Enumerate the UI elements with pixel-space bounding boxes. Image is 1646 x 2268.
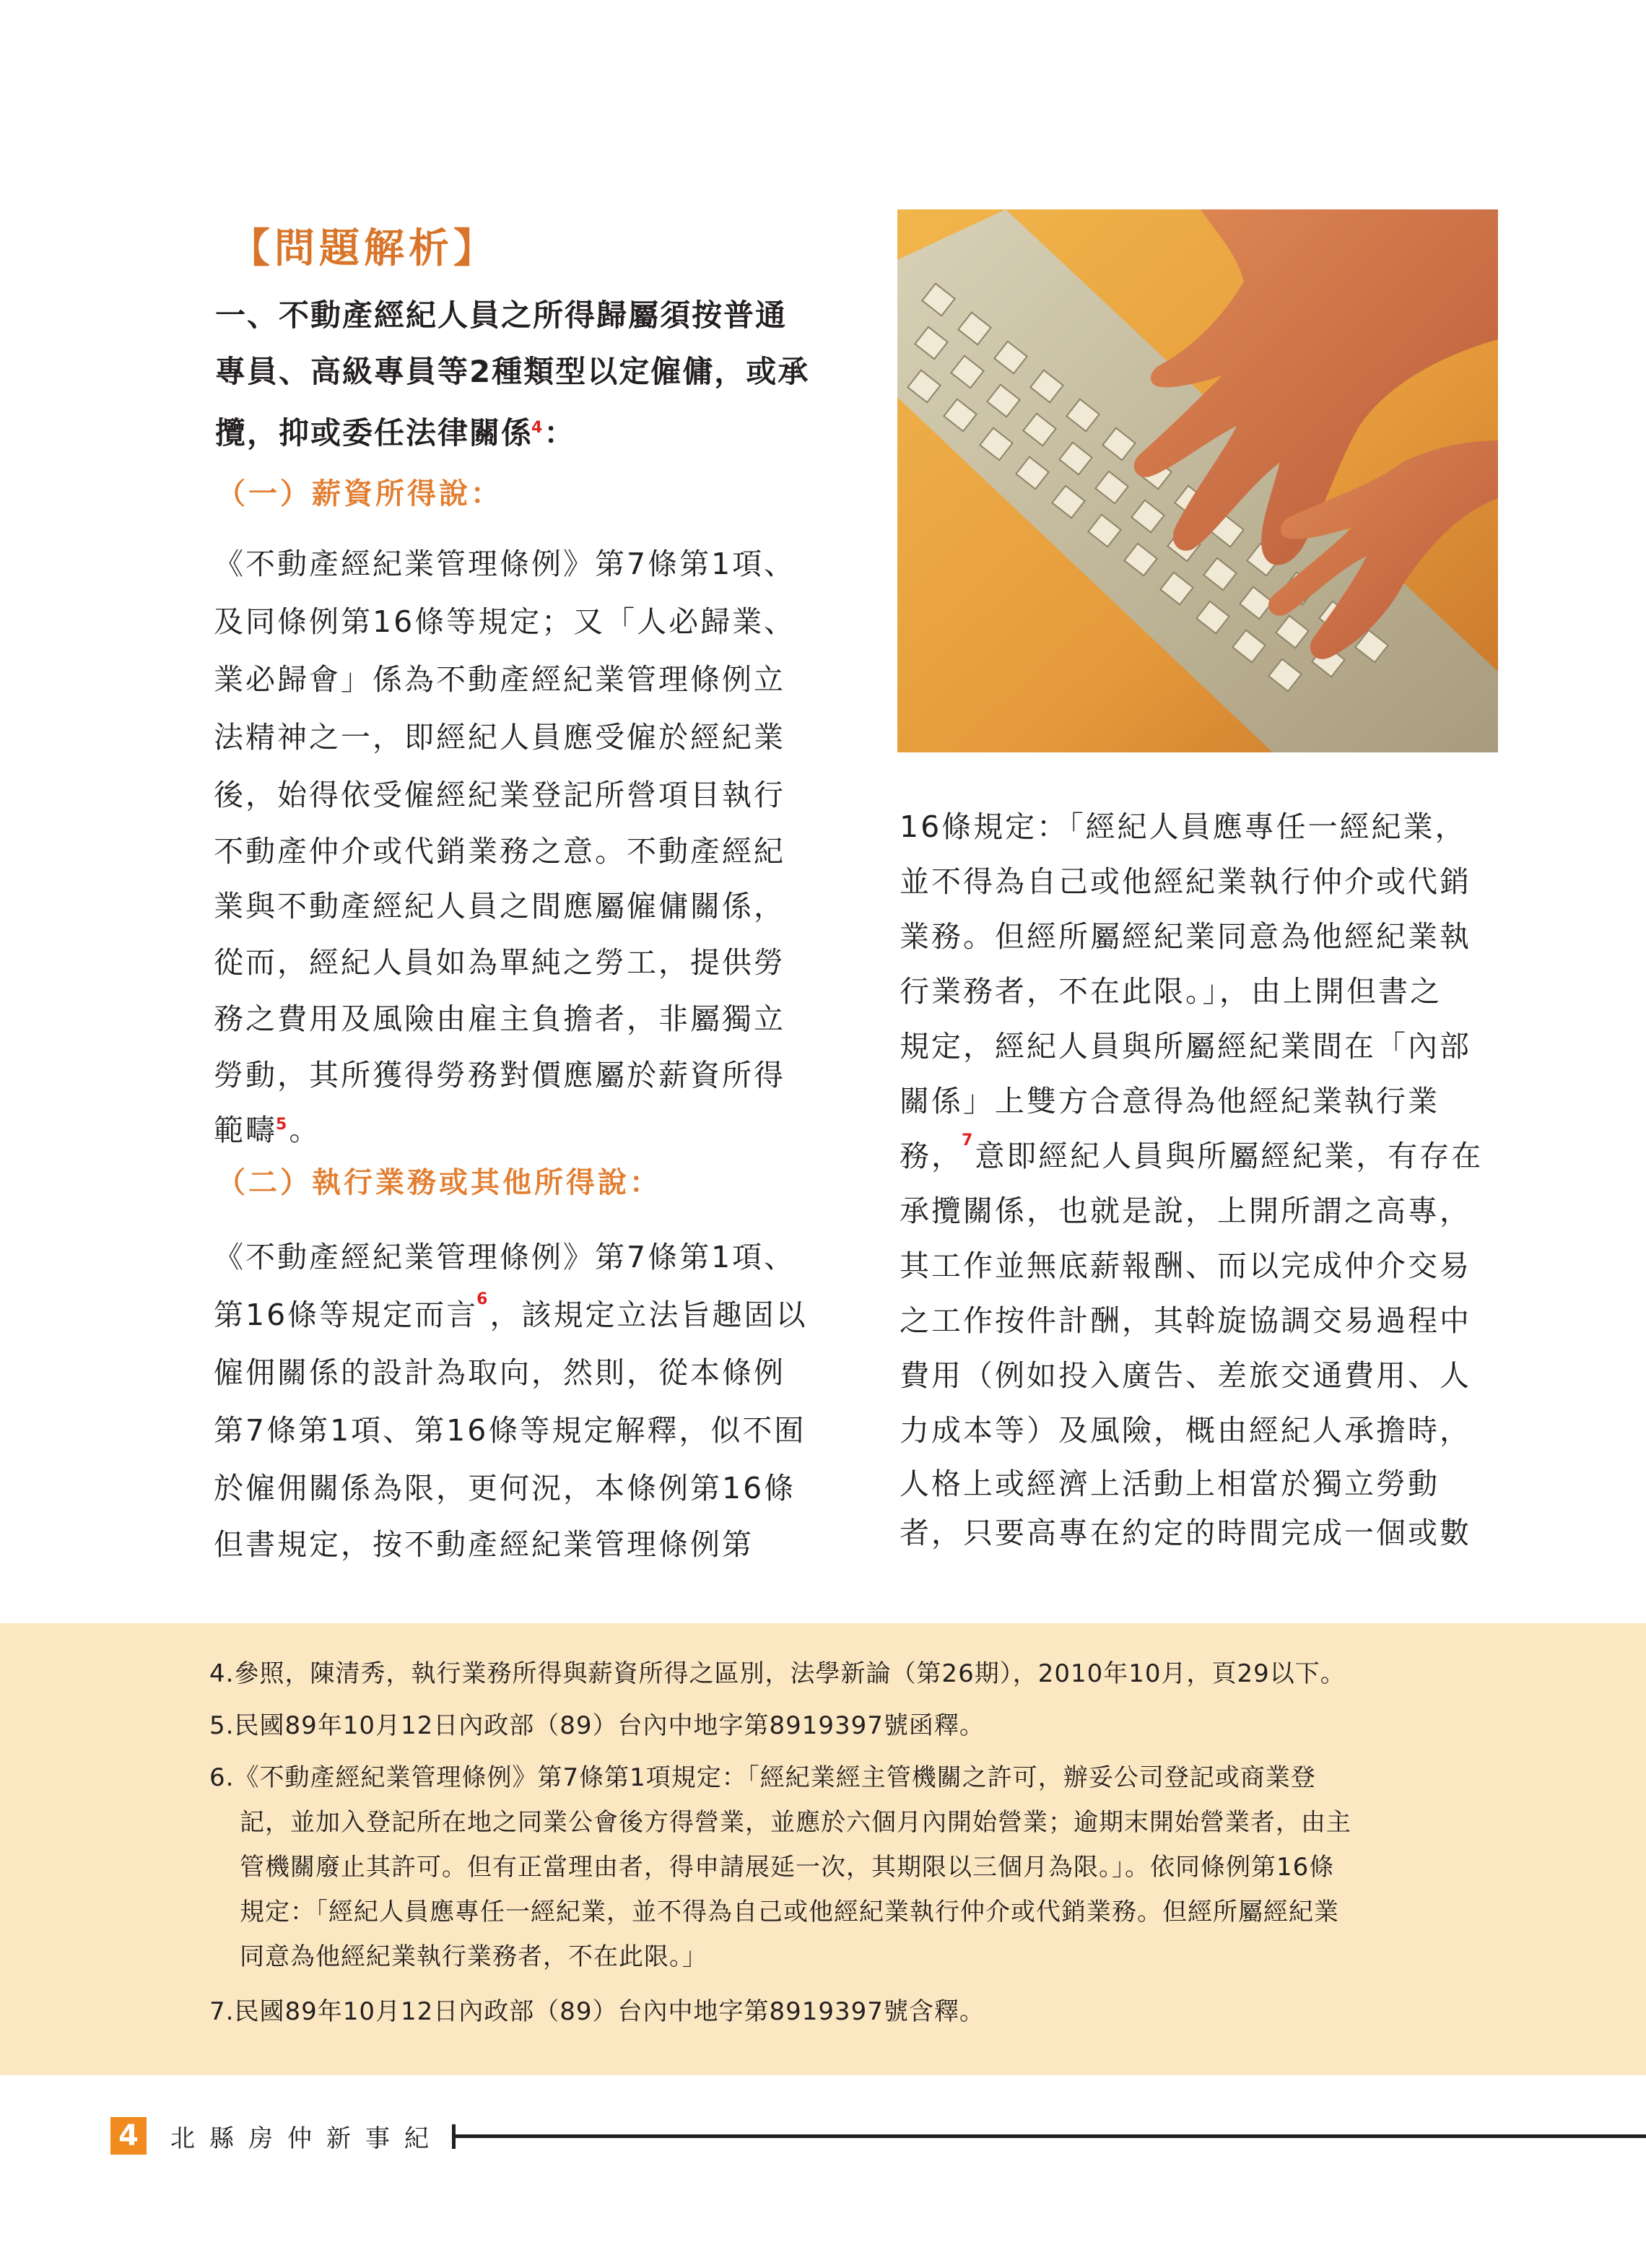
text-line [900,1132,1483,1175]
text-seg: ，該規定立法旨趣固以 [489,1298,808,1332]
footnotes-panel [0,1623,1646,2075]
text-line: 業務。但經所屬經紀業同意為他經紀業執 [900,919,1471,954]
text-line: 《不動產經紀業管理條例》第7條第1項、 [214,547,796,581]
text-line: 於僱佣關係為限，更何況，本條例第16條 [214,1471,796,1506]
question-line-1: 一、不動產經紀人員之所得歸屬須按普通 [215,297,788,333]
text-line: 第7條第1項、第16條等規定解釋，似不囿 [214,1413,806,1448]
footnote-ref-6[interactable]: 6 [476,1290,490,1309]
footnote-4: 4.參照，陳清秀，執行業務所得與薪資所得之區別，法學新論（第26期），2010年10月，頁29以下。 [209,1659,1346,1688]
sub-heading-business: （二）執行業務或其他所得說： [217,1166,661,1199]
footnote-5: 5.民國89年10月12日內政部（89）台內中地字第8919397號函釋。 [209,1711,985,1740]
text-line: 關係」上雙方合意得為他經紀業執行業 [900,1084,1440,1118]
text-line: 16條規定：「經紀人員應專任一經紀業， [900,809,1467,844]
text-line: 費用（例如投入廣告、差旅交通費用、人 [900,1358,1471,1393]
text-line: 《不動產經紀業管理條例》第7條第1項、 [214,1240,796,1274]
sub-heading-salary: （一）薪資所得說： [217,477,502,510]
text-line: 力成本等）及風險，概由經紀人承擔時， [900,1413,1471,1448]
left-body-1 [214,540,849,1132]
footnote-ref-5[interactable]: 5 [276,1116,289,1134]
page-number: 4 [110,2117,147,2155]
text-line: 勞動，其所獲得勞務對價應屬於薪資所得 [214,1058,785,1092]
question-line-3-tail: ： [544,415,576,451]
text-line: 規定，經紀人員與所屬經紀業間在「內部 [900,1029,1471,1064]
text-line: 不動產仲介或代銷業務之意。不動產經紀 [214,834,785,869]
text-fanchou: 範疇 [214,1113,277,1147]
text-line: 其工作並無底薪報酬、而以完成仲介交易 [900,1248,1471,1283]
text-line: 務之費用及風險由雇主負擔者，非屬獨立 [214,1002,785,1036]
right-body [900,803,1535,1554]
text-seg: 務， [900,1139,963,1173]
footnote-7: 7.民國89年10月12日內政部（89）台內中地字第8919397號含釋。 [209,1997,985,2026]
text-period: 。 [289,1113,321,1147]
text-line: 及同條例第16條等規定；又「人必歸業、 [214,604,796,639]
footnote-6-line-1: 6.《不動產經紀業管理條例》第7條第1項規定：「經紀業經主管機關之許可，辦妥公司登記或商業登 [209,1763,1316,1792]
footnote-6-line-5: 同意為他經紀業執行業務者，不在此限。」 [240,1942,707,1971]
text-line: 之工作按件計酬，其斡旋協調交易過程中 [900,1303,1471,1338]
text-line: 業必歸會」係為不動產經紀業管理條例立 [214,662,785,697]
text-seg: 第16條等規定而言 [214,1298,479,1332]
text-line: 人格上或經濟上活動上相當於獨立勞動 [900,1467,1440,1501]
text-line: 業與不動產經紀人員之間應屬僱傭關係， [214,889,785,924]
footnote-6-line-3: 管機關廢止其許可。但有正當理由者，得申請展延一次，其期限以三個月為限。」。依同條例第16條 [240,1853,1335,1882]
question-line-2: 專員、高級專員等2種類型以定僱傭，或承 [215,354,810,389]
footnote-ref-4[interactable]: 4 [531,419,544,437]
text-line: 從而，經紀人員如為單純之勞工，提供勞 [214,945,785,980]
text-line: 法精神之一，即經紀人員應受僱於經紀業 [214,720,785,755]
footer-rule [452,2134,1646,2138]
question-line-3 [215,400,836,461]
question-line-3-text: 攬，抑或委任法律關係 [215,415,534,451]
text-line: 但書規定，按不動產經紀業管理條例第 [214,1527,754,1562]
text-line: 承攬關係，也就是說，上開所謂之高專， [900,1194,1471,1228]
footnote-ref-7[interactable]: 7 [962,1131,975,1150]
footnote-6-line-2: 記，並加入登記所在地之同業公會後方得營業，並應於六個月內開始營業；逾期末開始營業者，由主 [240,1808,1351,1837]
section-title: 【問題解析】 [230,225,498,272]
text-line [214,1291,807,1334]
text-line: 僱佣關係的設計為取向，然則，從本條例 [214,1355,785,1390]
text-line: 行業務者，不在此限。」，由上開但書之 [900,974,1442,1009]
text-line: 者，只要高專在約定的時間完成一個或數 [900,1516,1471,1550]
footnote-6-line-4: 規定：「經紀人員應專任一經紀業，並不得為自己或他經紀業執行仲介或代銷業務。但經所屬經紀業 [240,1898,1339,1926]
text-seg: 意即經紀人員與所屬經紀業，有存在 [975,1139,1484,1173]
text-line: 並不得為自己或他經紀業執行仲介或代銷 [900,864,1471,899]
keyboard-hands-photo [897,209,1498,752]
text-line-last [214,1106,321,1149]
text-line: 後，始得依受僱經紀業登記所營項目執行 [214,778,785,812]
left-body-2 [214,1233,849,1580]
question-heading [215,287,836,461]
publication-title: 北縣房仲新事紀 [170,2124,443,2153]
